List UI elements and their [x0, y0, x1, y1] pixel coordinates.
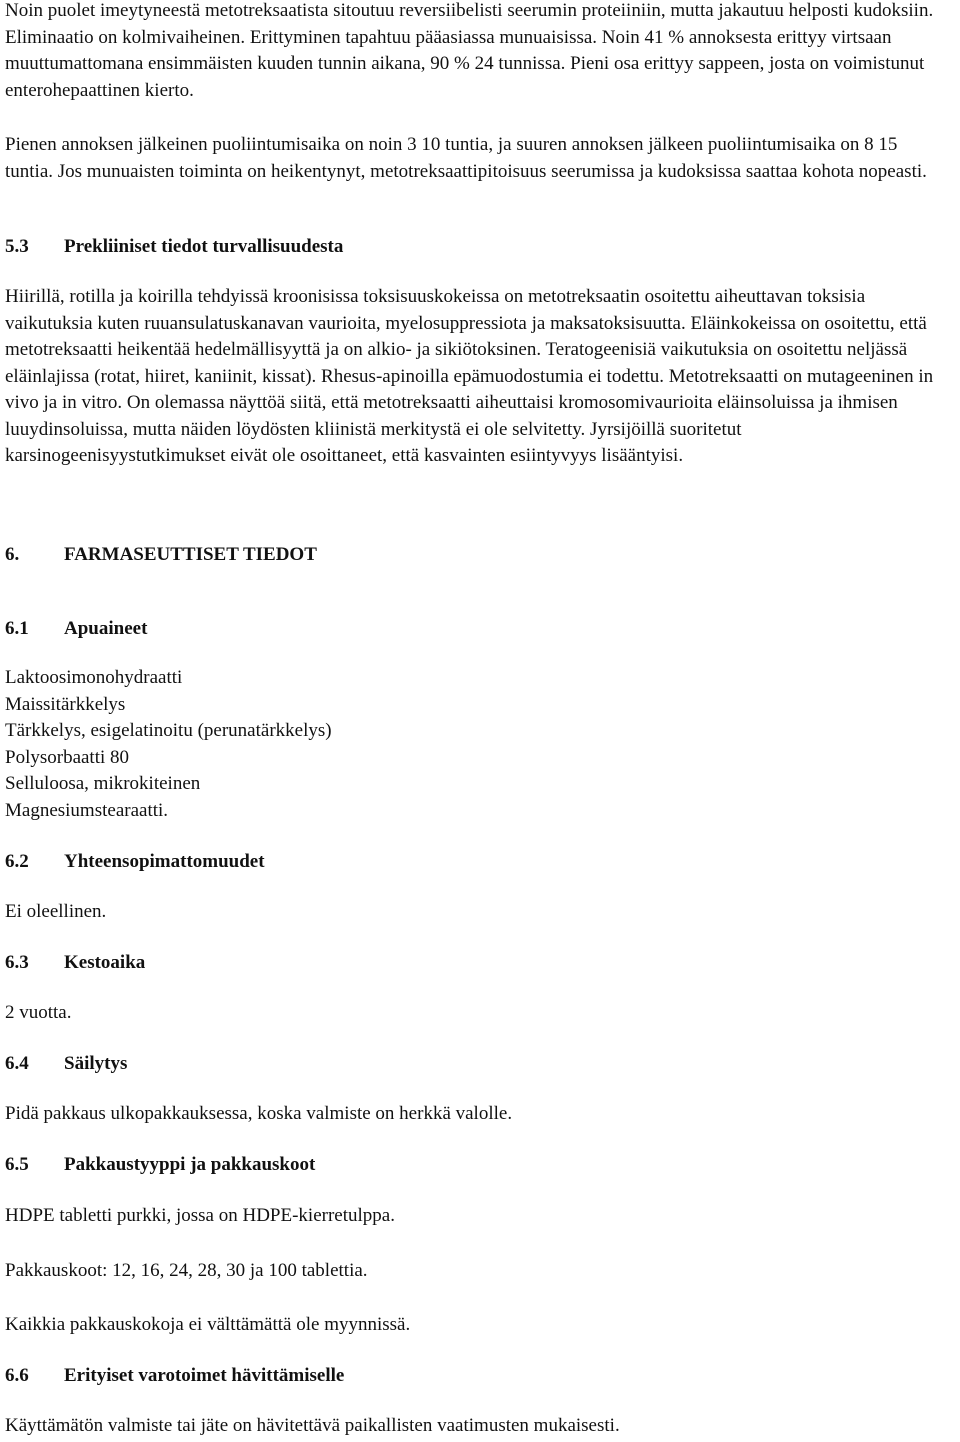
section-number: 6.4 — [5, 1053, 29, 1074]
section-title: Yhteensopimattomuudet — [64, 851, 265, 872]
section-number: 6.6 — [5, 1365, 29, 1386]
section-number: 5.3 — [5, 236, 29, 257]
container-text: HDPE tabletti purkki, jossa on HDPE-kierretulppa. — [5, 1205, 395, 1226]
storage-text: Pidä pakkaus ulkopakkauksessa, koska valmiste on herkkä valolle. — [5, 1103, 513, 1124]
section-title: Prekliiniset tiedot turvallisuudesta — [64, 236, 344, 257]
section-title: Erityiset varotoimet hävittämiselle — [64, 1365, 345, 1386]
section-6-6-heading — [5, 1363, 950, 1389]
list-item: Tärkkelys, esigelatinoitu (perunatärkkelys) — [5, 720, 332, 742]
section-title: Pakkaustyyppi ja pakkauskoot — [64, 1154, 316, 1175]
section-6-4-heading — [5, 1051, 950, 1077]
section-6-2-heading — [5, 849, 950, 875]
shelf-life-text: 2 vuotta. — [5, 1002, 72, 1023]
preclinical-safety-paragraph: Hiirillä, rotilla ja koirilla tehdyissä kroonisissa toksisuuskokeissa on metotreksaatin osoitettu aiheuttavan toksisia vaikutuksia kuten ruuansulatuskanavan vaurioita, myelosuppressiota ja maksatoksisuutta. Eläinkokeissa on osoitettu, että metotreksaatti heikentää hedelmällisyyttä ja on alkio- ja sikiötoksinen. Teratogeenisiä vaikutuksia on osoitettu neljässä eläinlajissa (rotat, hiiret, kaniinit, kissat). Rhesus-apinoilla epämuodostumia ei todettu. Metotreksaatti on mutageeninen in vivo ja in vitro. On olemassa näyttöä siitä, että metotreksaatti aiheuttaisi kromosomivaurioita eläinsoluissa ja ihmisen luuydinsoluissa, mutta näiden löydösten kliinistä merkitystä ei ole selvitetty. Jyrsijöillä suoritetut karsinogeenisyystutkimukset eivät ole osoittaneet, että kasvainten esiintyvyys lisääntyisi. — [5, 286, 934, 466]
section-6-heading — [5, 542, 950, 568]
section-6-3-heading — [5, 950, 950, 976]
list-item: Maissitärkkelys — [5, 693, 126, 715]
excipients-list — [5, 665, 950, 825]
section-6-1-heading — [5, 616, 950, 642]
section-number: 6. — [5, 544, 20, 565]
section-title: FARMASEUTTISET TIEDOT — [64, 544, 317, 565]
pack-availability-text: Kaikkia pakkauskokoja ei välttämättä ole myynnissä. — [5, 1314, 411, 1335]
pack-sizes-text: Pakkauskoot: 12, 16, 24, 28, 30 ja 100 tablettia. — [5, 1260, 368, 1281]
list-item: Selluloosa, mikrokiteinen — [5, 773, 201, 795]
section-number: 6.3 — [5, 952, 29, 973]
section-title: Säilytys — [64, 1053, 128, 1074]
disposal-text: Käyttämätön valmiste tai jäte on hävitettävä paikallisten vaatimusten mukaisesti. — [5, 1415, 620, 1436]
section-6-5-heading — [5, 1152, 950, 1178]
section-title: Kestoaika — [64, 952, 146, 973]
list-item: Magnesiumstearaatti. — [5, 799, 169, 821]
list-item: Laktoosimonohydraatti — [5, 667, 183, 688]
incompatibilities-text: Ei oleellinen. — [5, 901, 107, 922]
pharmacokinetics-paragraph-2: Pienen annoksen jälkeinen puoliintumisaika on noin 3 10 tuntia, ja suuren annoksen jälkeen puoliintumisaika on 8 15 tuntia. Jos munuaisten toiminta on heikentynyt, metotreksaattipitoisuus seerumissa ja kudoksissa saattaa kohota nopeasti. — [5, 134, 927, 182]
section-number: 6.2 — [5, 851, 29, 872]
list-item: Polysorbaatti 80 — [5, 746, 130, 768]
section-number: 6.1 — [5, 618, 29, 639]
section-5-3-heading — [5, 234, 950, 260]
section-title: Apuaineet — [64, 618, 148, 639]
pharmacokinetics-paragraph-1: Noin puolet imeytyneestä metotreksaatista sitoutuu reversiibelisti seerumin proteiiniin, mutta jakautuu helposti kudoksiin. Eliminaatio on kolmivaiheinen. Erittyminen tapahtuu pääasiassa munuaisissa. Noin 41 % annoksesta erittyy virtsaan muuttumattomana ensimmäisten kuuden tunnin aikana, 90 % 24 tunnissa. Pieni osa erittyy sappeen, josta on voimistunut enterohepaattinen kierto. — [5, 0, 934, 101]
section-number: 6.5 — [5, 1154, 29, 1175]
